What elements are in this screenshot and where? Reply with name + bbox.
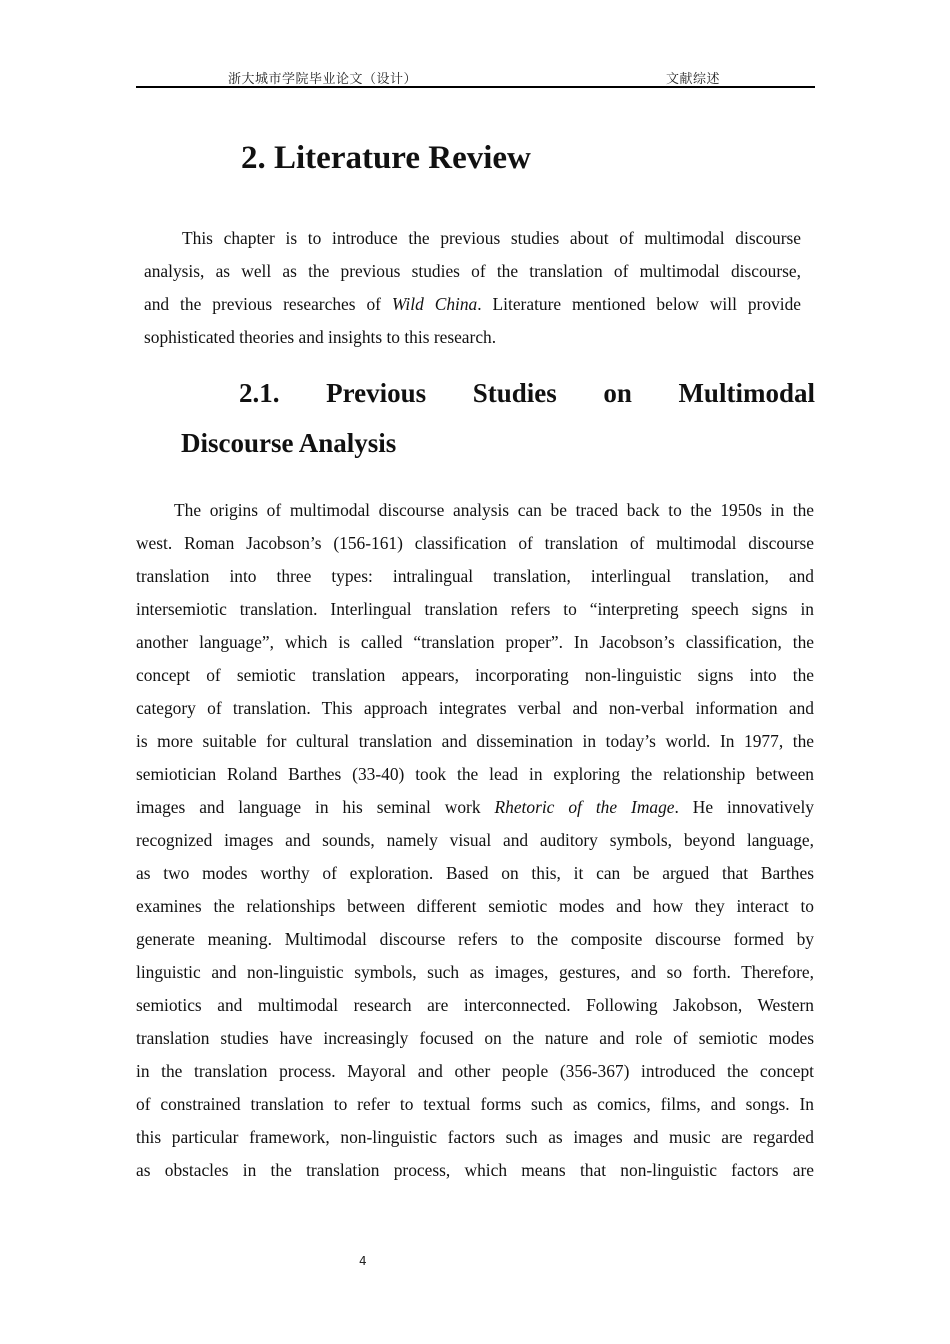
body-line: is more suitable for cultural translation and dissemination in today’s world. In 1977, the	[136, 731, 814, 751]
header-thesis-title: 浙大城市学院毕业论文（设计）	[228, 72, 418, 87]
heading-word: Studies	[472, 378, 557, 408]
body-paragraph	[136, 496, 814, 1189]
body-line: another language”, which is called “translation proper”. In Jacobson’s classification, the	[136, 632, 814, 652]
body-line: translation into three types: intralingual translation, interlingual translation, and	[136, 566, 814, 586]
page-header	[136, 66, 815, 88]
work-title-wild-china: Wild China	[391, 294, 478, 314]
intro-line: sophisticated theories and insights to this research.	[144, 327, 497, 347]
body-line: examines the relationships between different semiotic modes and how they interact to	[136, 896, 814, 916]
body-line: this particular framework, non-linguistic factors such as images and music are regarded	[136, 1127, 814, 1147]
body-line: in the translation process. Mayoral and other people (356-367) introduced the concept	[136, 1061, 814, 1081]
section-number: 2.1.	[239, 378, 280, 408]
intro-line: and the previous researches of Wild China. Literature mentioned below will provide	[144, 294, 801, 314]
body-line: intersemiotic translation. Interlingual translation refers to “interpreting speech signs in	[136, 599, 814, 619]
work-title-rhetoric-of-the-image: Rhetoric of the Image	[494, 797, 675, 817]
intro-paragraph	[144, 224, 801, 356]
intro-line: analysis, as well as the previous studies of the translation of multimodal discourse,	[144, 261, 801, 281]
heading-word: Previous	[326, 378, 427, 408]
body-line: generate meaning. Multimodal discourse refers to the composite discourse formed by	[136, 929, 814, 949]
body-line: west. Roman Jacobson’s (156-161) classification of translation of multimodal discourse	[136, 533, 814, 553]
body-line: images and language in his seminal work Rhetoric of the Image. He innovatively	[136, 797, 814, 817]
body-line: linguistic and non-linguistic symbols, such as images, gestures, and so forth. Therefore,	[136, 962, 814, 982]
body-line: translation studies have increasingly focused on the nature and role of semiotic modes	[136, 1028, 814, 1048]
section-heading	[239, 378, 815, 409]
body-line: semiotics and multimodal research are interconnected. Following Jakobson, Western	[136, 995, 814, 1015]
body-line: as two modes worthy of exploration. Based on this, it can be argued that Barthes	[136, 863, 814, 883]
header-chapter-name: 文献综述	[666, 72, 721, 87]
body-line: The origins of multimodal discourse analysis can be traced back to the 1950s in the	[174, 500, 814, 520]
body-line: semiotician Roland Barthes (33-40) took the lead in exploring the relationship between	[136, 764, 814, 784]
heading-word: on	[603, 378, 632, 408]
chapter-title: 2. Literature Review	[241, 140, 531, 176]
intro-line: This chapter is to introduce the previous studies about of multimodal discourse	[182, 228, 801, 248]
body-line: of constrained translation to refer to textual forms such as comics, films, and songs. In	[136, 1094, 814, 1114]
body-line: as obstacles in the translation process, which means that non-linguistic factors are	[136, 1160, 814, 1180]
body-line: concept of semiotic translation appears, incorporating non-linguistic signs into the	[136, 665, 814, 685]
section-heading-continued: Discourse Analysis	[181, 428, 397, 458]
body-line: category of translation. This approach integrates verbal and non-verbal information and	[136, 698, 814, 718]
heading-word: Multimodal	[678, 378, 815, 408]
page-number: 4	[359, 1254, 367, 1268]
body-line: recognized images and sounds, namely visual and auditory symbols, beyond language,	[136, 830, 814, 850]
